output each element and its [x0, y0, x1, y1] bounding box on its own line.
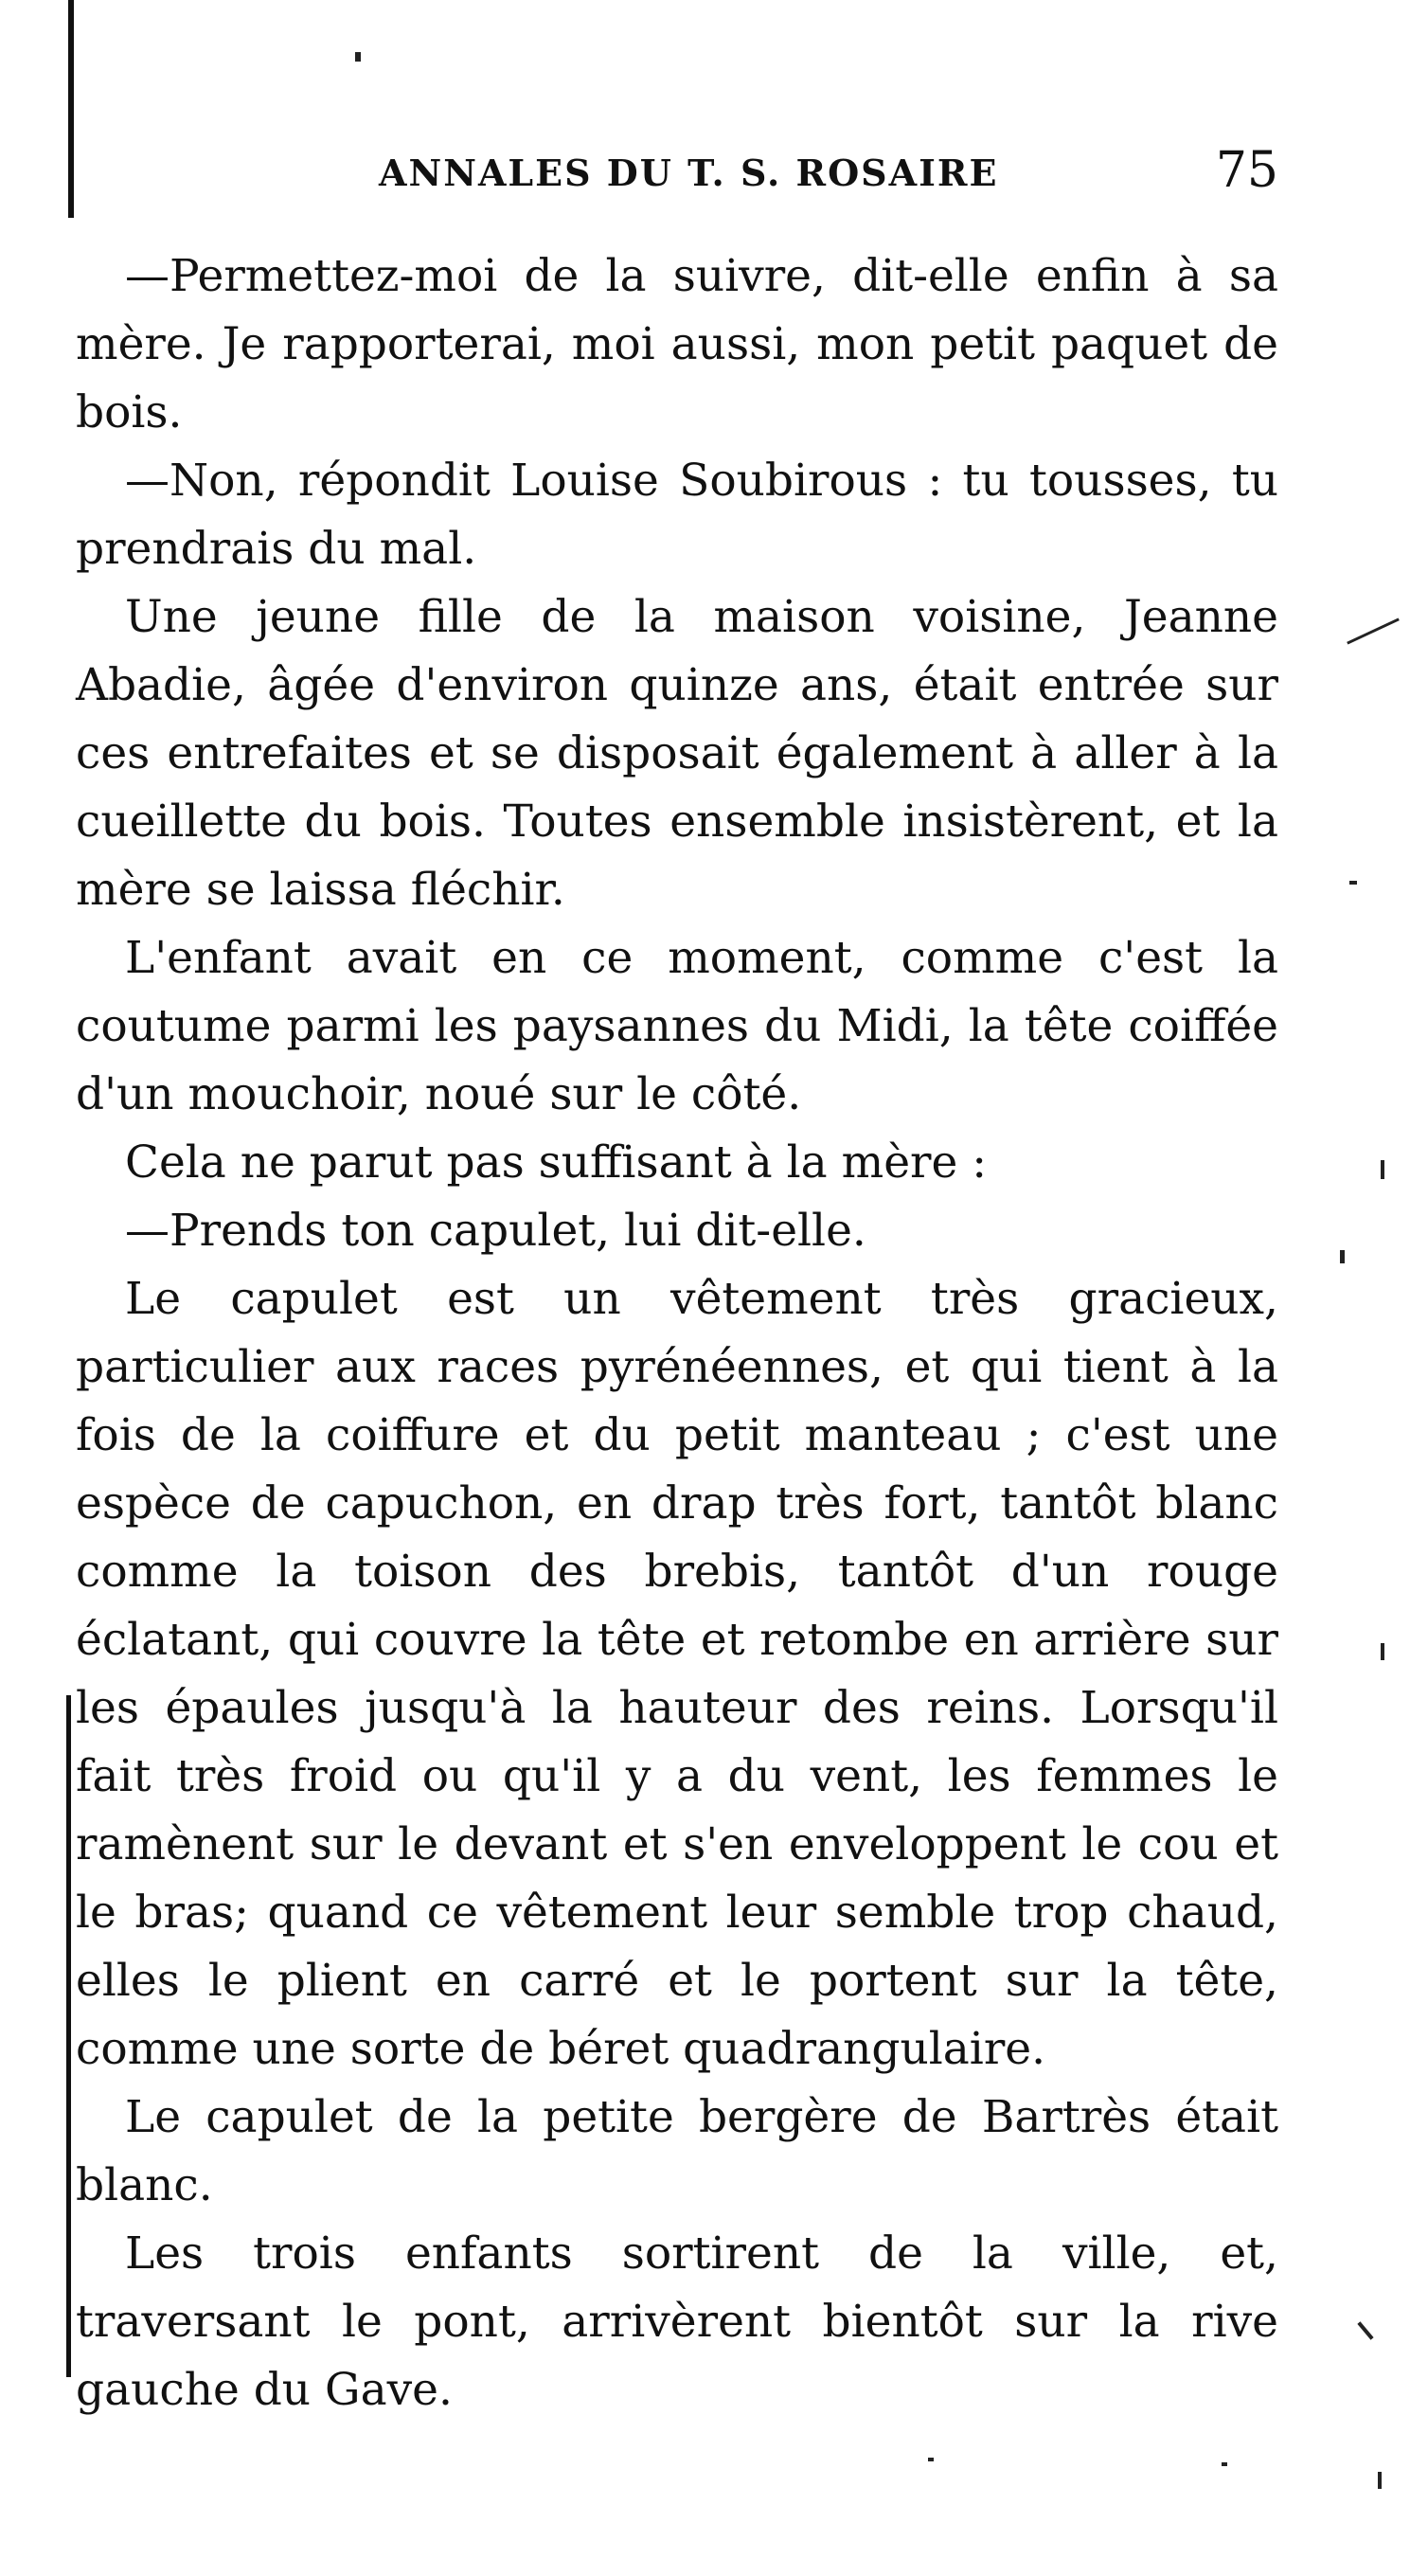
scan-speck	[1222, 2462, 1227, 2466]
margin-rule-top	[68, 0, 74, 218]
paragraph: L'enfant avait en ce moment, comme c'est la coutume parmi les paysannes du Midi, la tête coiffée d'un mouchoir, noué sur le côté.	[76, 932, 1278, 1120]
scan-speck	[1347, 617, 1400, 644]
scan-speck	[1349, 881, 1357, 885]
paragraph: Le capulet est un vêtement très gracieux, particulier aux races pyrénéennes, et qui tient à la fois de la coiffure et du petit manteau ; c'est une espèce de capuchon, en drap très fort, tantôt blanc comme la toison des brebis, tantôt d'un rouge éclatant, qui couvre la tête et retombe en arrière sur les épaules jusqu'à la hauteur des reins. Lorsqu'il fait très froid ou qu'il y a du vent, les femmes le ramènent sur le devant et s'en enveloppent le cou et le bras; quand ce vêtement leur semble trop chaud, elles le plient en carré et le portent sur la tête, comme une sorte de béret quadrangulaire.	[76, 1273, 1278, 2075]
scan-speck	[355, 52, 361, 62]
scan-speck	[1340, 1250, 1345, 1263]
paragraph: —Prends ton capulet, lui dit-elle.	[125, 1205, 866, 1257]
body-text	[76, 242, 1278, 2424]
paragraph: —Permettez-moi de la suivre, dit-elle enfin à sa mère. Je rapporterai, moi aussi, mon petit paquet de bois.	[76, 250, 1278, 438]
paragraph: —Non, répondit Louise Soubirous : tu tousses, tu prendrais du mal.	[76, 455, 1278, 575]
scan-speck	[1378, 2472, 1382, 2489]
scan-speck	[1381, 1643, 1384, 1660]
running-title: ANNALES DU T. S. ROSAIRE	[379, 152, 999, 194]
paragraph: Une jeune fille de la maison voisine, Jeanne Abadie, âgée d'environ quinze ans, était entrée sur ces entrefaites et se disposait également à aller à la cueillette du bois. Toutes ensemble insistèrent, et la mère se laissa fléchir.	[76, 591, 1278, 916]
paragraph: Cela ne parut pas suffisant à la mère :	[125, 1136, 988, 1189]
scan-speck	[928, 2458, 934, 2461]
paragraph: Le capulet de la petite bergère de Bartrès était blanc.	[76, 2091, 1278, 2211]
paragraph: Les trois enfants sortirent de la ville, et, traversant le pont, arrivèrent bientôt sur la rive gauche du Gave.	[76, 2227, 1278, 2416]
page-number: 75	[1215, 142, 1278, 199]
scan-speck	[1381, 1160, 1384, 1179]
running-head	[76, 142, 1278, 208]
scan-speck	[1357, 2321, 1373, 2339]
margin-rule-bottom	[66, 1695, 71, 2377]
